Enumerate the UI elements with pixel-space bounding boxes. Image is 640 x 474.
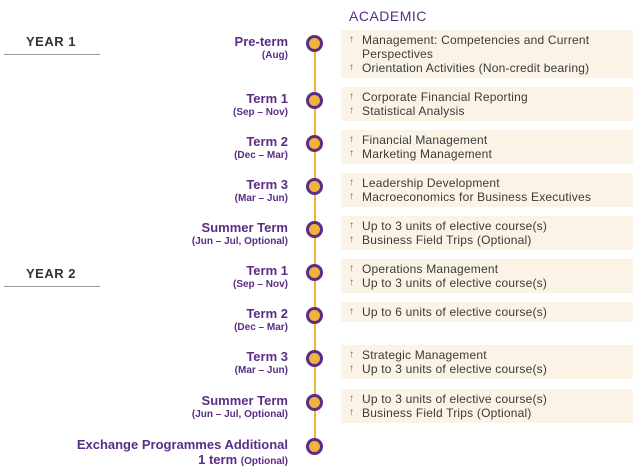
term-name: Term 3	[246, 177, 288, 192]
timeline-dot-icon	[306, 307, 323, 324]
term-name: Term 3	[246, 349, 288, 364]
course-text: Up to 6 units of elective course(s)	[362, 305, 548, 319]
term-label	[235, 177, 288, 205]
year-label: YEAR 1	[26, 34, 76, 49]
arrow-up-icon: ↑	[349, 91, 355, 102]
term-label	[235, 34, 288, 62]
timeline-dot-icon	[306, 135, 323, 152]
course-text: Business Field Trips (Optional)	[362, 233, 532, 247]
term-name: Pre-term	[234, 34, 288, 49]
divider	[4, 54, 100, 55]
arrow-up-icon: ↑	[349, 34, 355, 45]
term-name: Summer Term	[201, 220, 288, 235]
term-name: Term 2	[246, 134, 288, 149]
course-item	[349, 190, 627, 204]
term-label	[234, 134, 288, 162]
term-dates: (Sep – Nov)	[232, 279, 288, 290]
course-list	[341, 130, 633, 164]
divider	[4, 286, 100, 287]
section-header: ACADEMIC	[349, 8, 427, 24]
arrow-up-icon: ↑	[349, 306, 355, 317]
course-text: Strategic Management	[362, 348, 487, 362]
arrow-up-icon: ↑	[349, 134, 355, 145]
timeline-dot-icon	[306, 394, 323, 411]
course-list	[341, 87, 633, 121]
term-label	[77, 437, 288, 469]
course-list	[341, 173, 633, 207]
arrow-up-icon: ↑	[349, 277, 355, 288]
course-text: Financial Management	[362, 133, 488, 147]
course-text: Macroeconomics for Business Executives	[362, 190, 592, 204]
term-dates: (Mar – Jun)	[234, 365, 288, 376]
course-list	[341, 389, 633, 423]
exchange-term: 1 term	[198, 452, 238, 467]
arrow-up-icon: ↑	[349, 105, 355, 116]
timeline-dot-icon	[306, 35, 323, 52]
course-text: Operations Management	[362, 262, 499, 276]
year-2-marker	[4, 266, 100, 287]
course-item	[349, 348, 627, 362]
timeline-dot-icon	[306, 92, 323, 109]
term-name: Term 2	[246, 306, 288, 321]
term-name: Term 1	[246, 263, 288, 278]
course-item	[349, 90, 627, 104]
course-list	[341, 302, 633, 322]
course-item	[349, 147, 627, 161]
course-item	[349, 176, 627, 190]
term-dates: (Sep – Nov)	[232, 107, 288, 118]
term-label	[233, 91, 288, 119]
course-text: Up to 3 units of elective course(s)	[362, 362, 548, 376]
course-text: Up to 3 units of elective course(s)	[362, 276, 548, 290]
course-list	[341, 345, 633, 379]
course-text: Up to 3 units of elective course(s)	[362, 219, 548, 233]
course-item	[349, 362, 627, 376]
course-item	[349, 305, 627, 319]
course-text: Leadership Development	[362, 176, 500, 190]
course-text: Up to 3 units of elective course(s)	[362, 392, 548, 406]
term-label	[192, 220, 288, 248]
course-text: Marketing Management	[362, 147, 493, 161]
timeline-dot-icon	[306, 178, 323, 195]
course-text: Business Field Trips (Optional)	[362, 406, 532, 420]
course-item	[349, 406, 627, 420]
term-name: Summer Term	[201, 393, 288, 408]
arrow-up-icon: ↑	[349, 220, 355, 231]
course-list	[341, 259, 633, 293]
arrow-up-icon: ↑	[349, 62, 355, 73]
course-list	[341, 216, 633, 250]
term-dates: (Jun – Jul, Optional)	[191, 409, 288, 420]
course-text: Orientation Activities (Non-credit bearing)	[362, 61, 590, 75]
course-item	[349, 104, 627, 118]
course-text: Statistical Analysis	[362, 104, 465, 118]
arrow-up-icon: ↑	[349, 148, 355, 159]
exchange-subtitle	[77, 452, 288, 469]
exchange-title: Exchange Programmes Additional	[76, 437, 288, 452]
term-dates: (Dec – Mar)	[234, 150, 288, 161]
term-dates: (Mar – Jun)	[234, 193, 288, 204]
exchange-dates: (Optional)	[240, 456, 288, 467]
course-item	[349, 262, 627, 276]
term-dates: (Aug)	[261, 50, 288, 61]
term-label	[233, 263, 288, 291]
term-dates: (Jun – Jul, Optional)	[191, 236, 288, 247]
term-label	[235, 349, 288, 377]
term-label	[234, 306, 288, 334]
course-item	[349, 233, 627, 247]
year-label: YEAR 2	[26, 266, 76, 281]
course-item	[349, 219, 627, 233]
course-item	[349, 61, 627, 75]
arrow-up-icon: ↑	[349, 349, 355, 360]
arrow-up-icon: ↑	[349, 263, 355, 274]
term-label	[192, 393, 288, 421]
course-item	[349, 392, 627, 406]
course-text: Management: Competencies and Current Perspectives	[362, 33, 590, 61]
course-text: Corporate Financial Reporting	[362, 90, 528, 104]
arrow-up-icon: ↑	[349, 234, 355, 245]
arrow-up-icon: ↑	[349, 177, 355, 188]
term-name: Term 1	[246, 91, 288, 106]
course-item	[349, 133, 627, 147]
timeline-dot-icon	[306, 264, 323, 281]
year-1-marker	[4, 34, 100, 55]
arrow-up-icon: ↑	[349, 407, 355, 418]
arrow-up-icon: ↑	[349, 393, 355, 404]
timeline-dot-icon	[306, 438, 323, 455]
arrow-up-icon: ↑	[349, 363, 355, 374]
course-list	[341, 30, 633, 78]
course-item	[349, 33, 627, 61]
course-item	[349, 276, 627, 290]
arrow-up-icon: ↑	[349, 191, 355, 202]
term-dates: (Dec – Mar)	[234, 322, 288, 333]
timeline-dot-icon	[306, 350, 323, 367]
timeline-dot-icon	[306, 221, 323, 238]
